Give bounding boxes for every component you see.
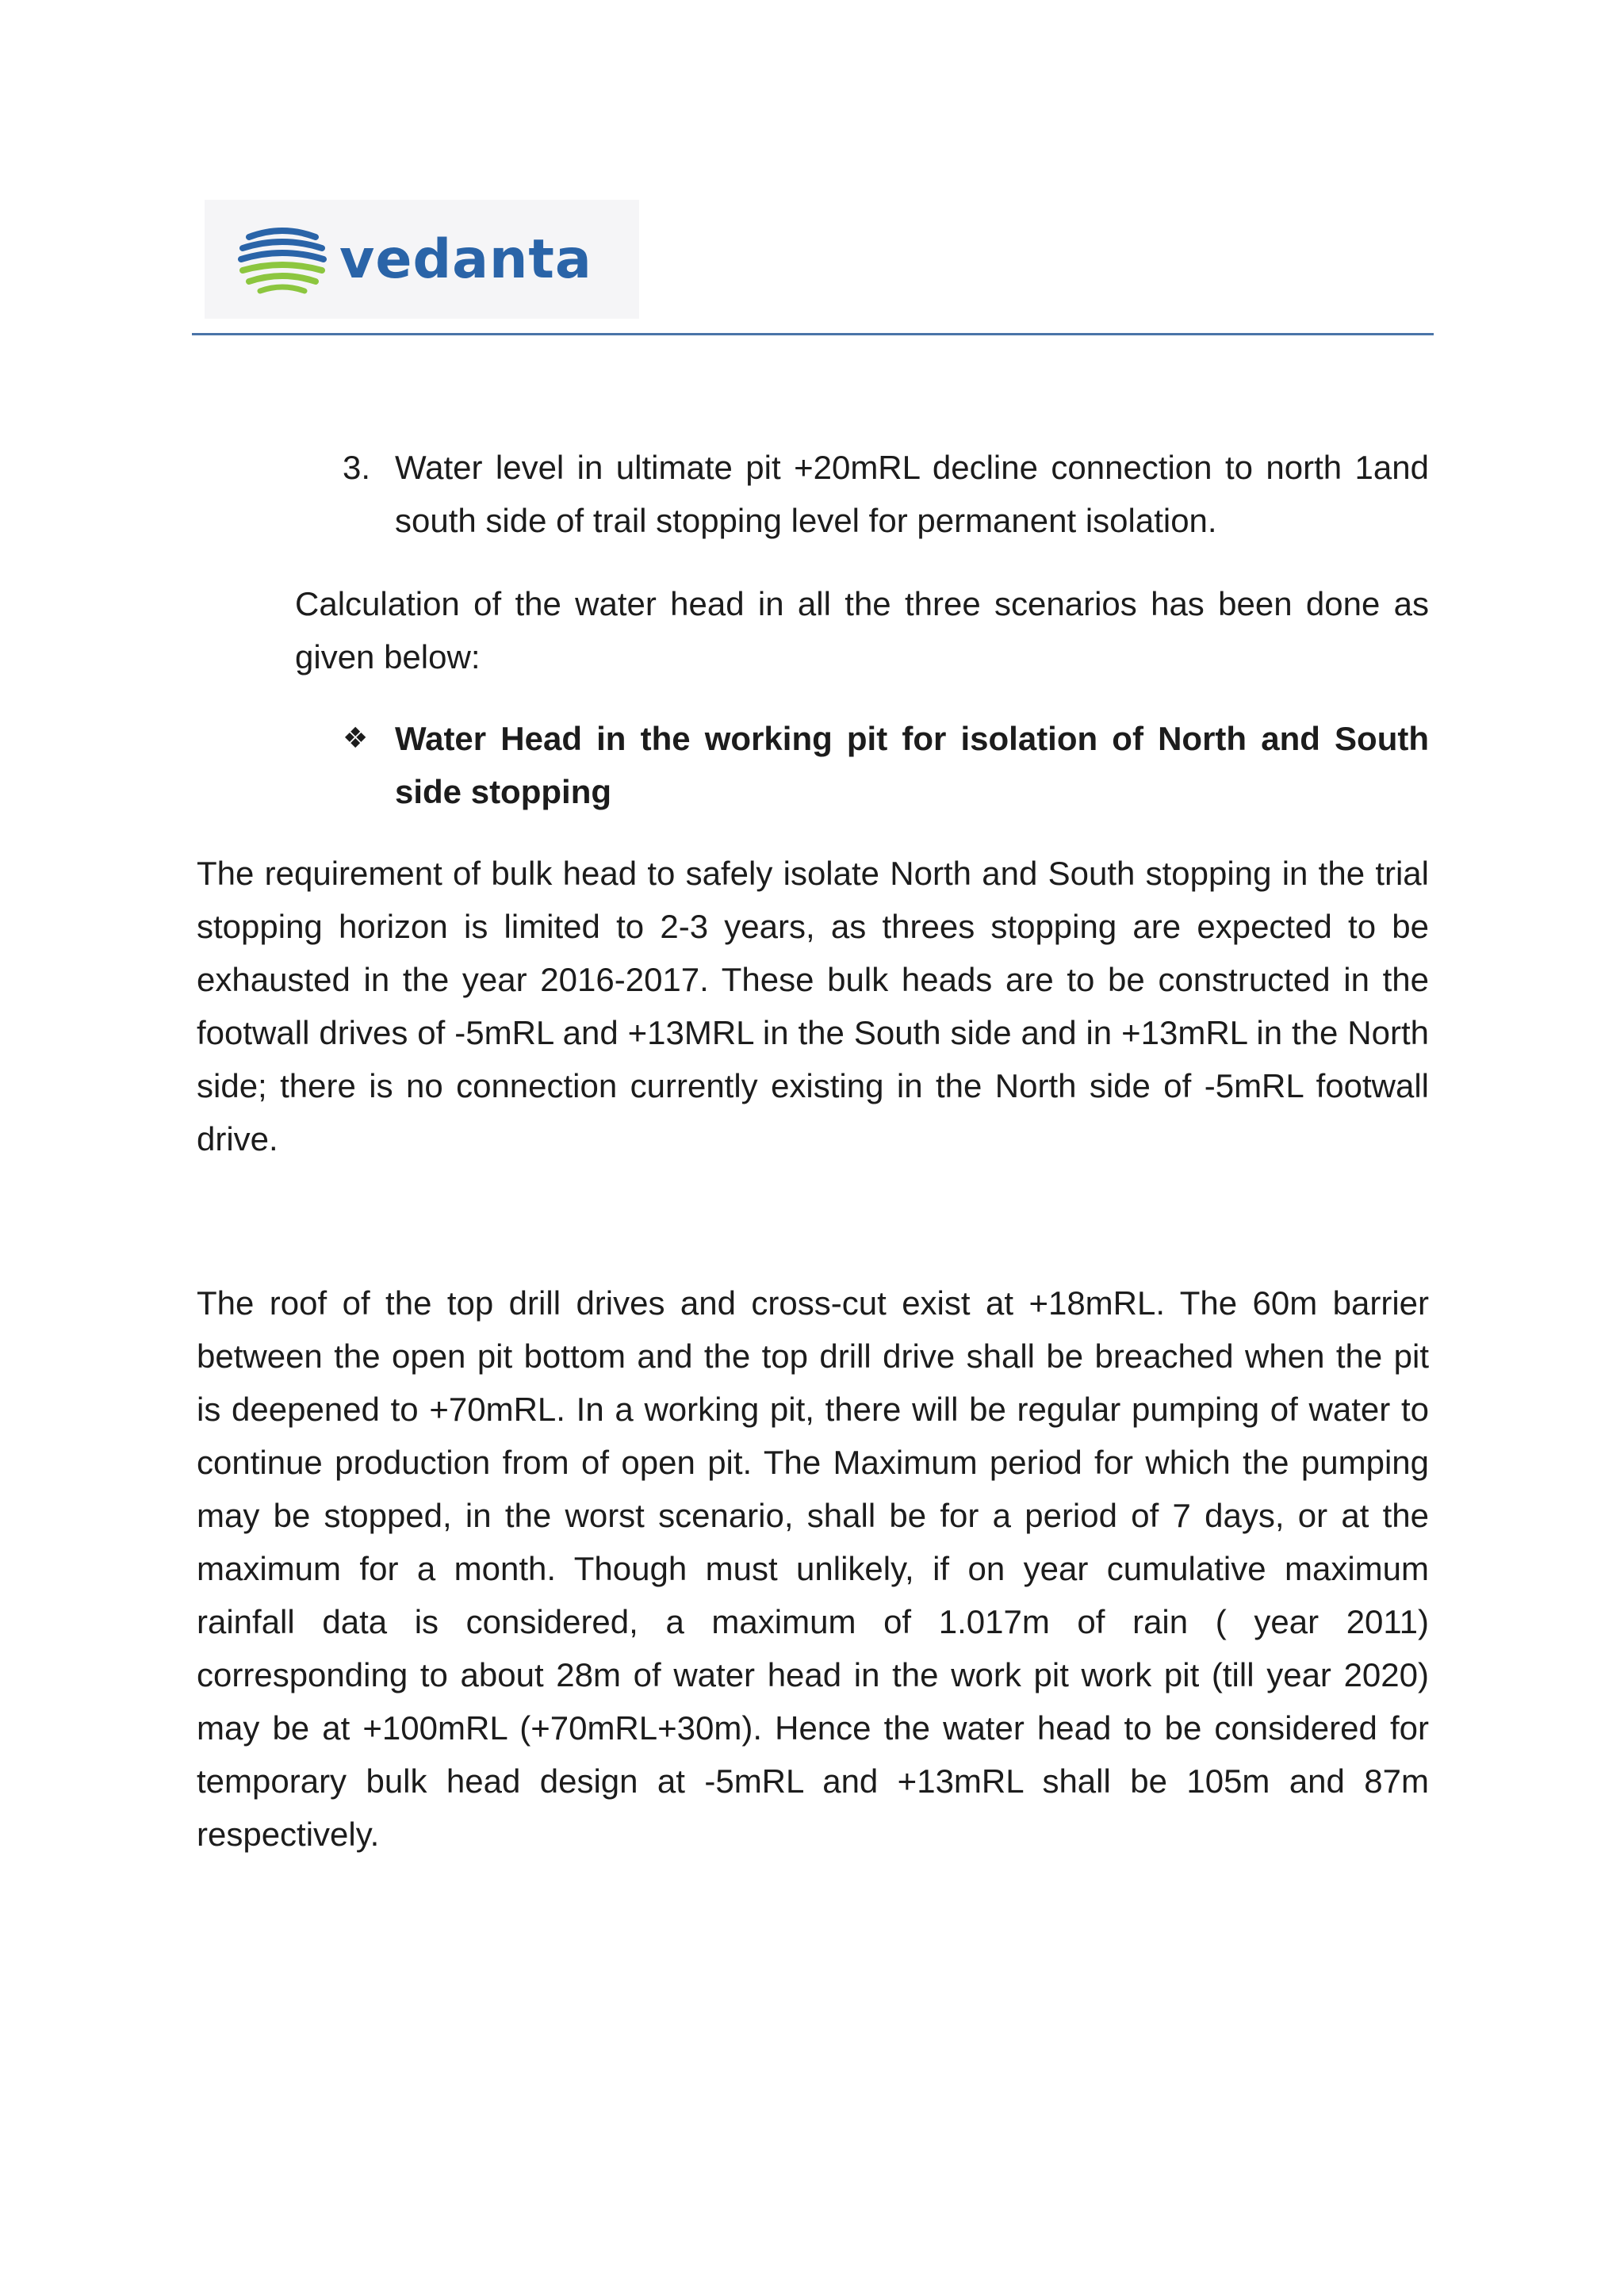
intro-paragraph: Calculation of the water head in all the three scenarios has been done as given below: bbox=[295, 585, 1429, 675]
bullet-heading bbox=[343, 712, 1429, 818]
diamond-bullet-icon: ❖ bbox=[343, 722, 369, 755]
paragraph-water-head-calculation: The roof of the top drill drives and cross-cut exist at +18mRL. The 60m barrier between the open pit bottom and the top drill drive shall be breached when the pit is deepened to +70mRL. In a working pit, there will be regular pumping of water to continue production from of open pit. The Maximum period for which the pumping may be stopped, in the worst scenario, shall be for a period of 7 days, or at the maximum for a month. Though must unlikely, if on year cumulative maximum rainfall data is considered, a maximum of 1.017m of rain ( year 2011) corresponding to about 28m of water head in the work pit work pit (till year 2020) may be at +100mRL (+70mRL+30m). Hence the water head to be considered for temporary bulk head design at -5mRL and +13mRL shall be 105m and 87m respectively. bbox=[197, 1284, 1429, 1853]
vedanta-logo-icon bbox=[235, 220, 330, 299]
logo-wordmark: vedanta bbox=[339, 228, 592, 291]
header-divider bbox=[192, 333, 1434, 335]
company-logo bbox=[205, 200, 639, 319]
numbered-list-item bbox=[343, 441, 1429, 547]
list-item-text: Water level in ultimate pit +20mRL decline connection to north 1and south side of trail stopping level for permanent isolation. bbox=[395, 449, 1429, 539]
bullet-heading-text: Water Head in the working pit for isolation of North and South side stopping bbox=[395, 720, 1429, 810]
list-number: 3. bbox=[343, 449, 371, 486]
paragraph-bulk-head-requirement: The requirement of bulk head to safely isolate North and South stopping in the trial stopping horizon is limited to 2-3 years, as threes stopping are expected to be exhausted in the year 2016-2017. These bulk heads are to be constructed in the footwall drives of -5mRL and +13MRL in the South side and in +13mRL in the North side; there is no connection currently existing in the North side of -5mRL footwall drive. bbox=[197, 855, 1429, 1158]
